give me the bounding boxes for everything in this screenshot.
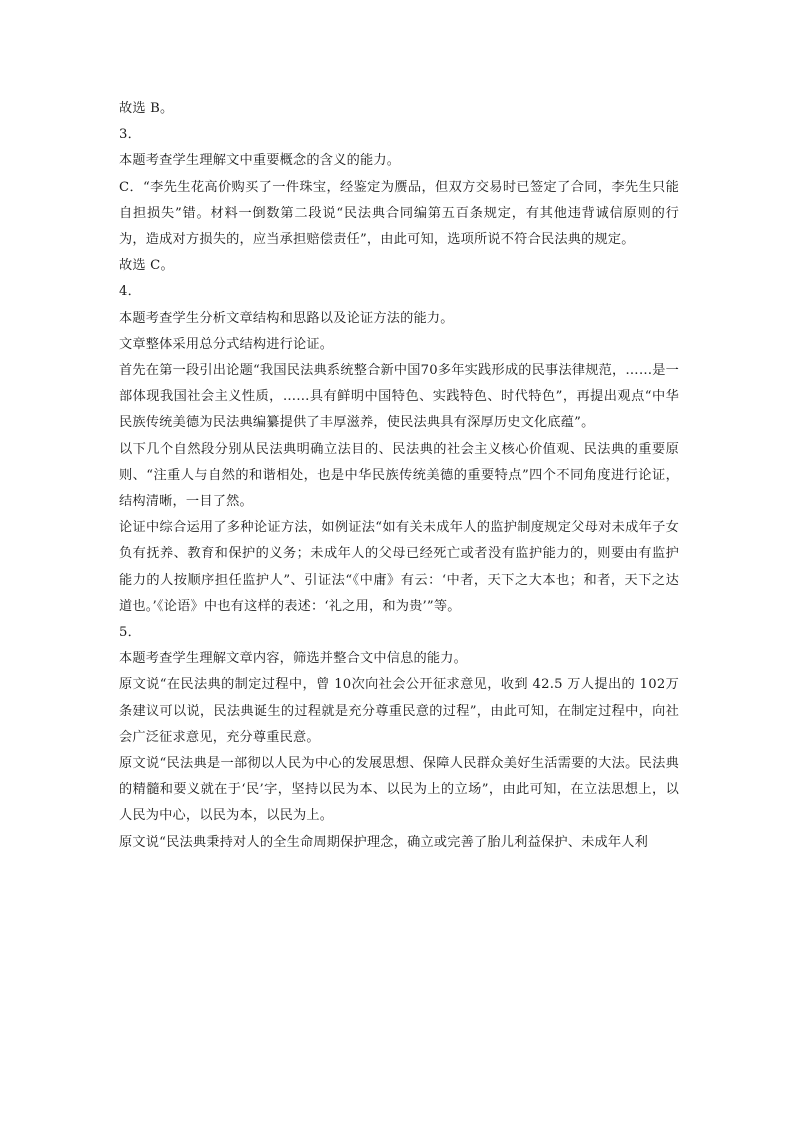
paragraph-q5-quote-1: 原文说“在民法典的制定过程中，曾 10次向社会公开征求意见，收到 42.5 万人提出的 102万条建议可以说，民法典诞生的过程就是充分尊重民意的过程”，由此可知，在制定过程中，向社会广泛征求意见，充分尊重民意。 bbox=[119, 677, 679, 745]
paragraph-q3-option-c: C．“李先生花高价购买了一件珠宝，经鉴定为赝品，但双方交易时已签定了合同，李先生只能自担损失”错。材料一倒数第二段说“民法典合同编第五百条规定，有其他违背诚信原则的行为，造成对方损失的，应当承担赔偿责任”，由此可知，选项所说不符合民法典的规定。 bbox=[119, 179, 679, 248]
paragraph-q4-first: 首先在第一段引出论题“我国民法典系统整合新中国70多年实践形成的民事法律规范，……是一部体现我国社会主义性质，……具有鲜明中国特色、实践特色、时代特色”，再提出观点“中华民族传统美德为民法典编纂提供了丰厚滋养，使民法典具有深厚历史文化底蕴”。 bbox=[119, 363, 679, 431]
question-number-4: 4． bbox=[119, 284, 141, 300]
question-number-5: 5． bbox=[119, 625, 141, 641]
paragraph-answer-c: 故选 C。 bbox=[119, 258, 174, 274]
paragraph-answer-b: 故选 B。 bbox=[119, 101, 174, 116]
paragraph-q5-quote-3: 原文说“民法典秉持对人的全生命周期保护理念，确立或完善了胎儿利益保护、未成年人利 bbox=[119, 834, 649, 850]
paragraph-q4-methods: 论证中综合运用了多种论证方法，如例证法“如有关未成年人的监护制度规定父母对未成年子女负有抚养、教育和保护的义务；未成年人的父母已经死亡或者没有监护能力的，则要由有监护能力的人按顺序担任监护人”、引证法“《中庸》有云：‘中者，天下之大本也；和者，天下之达道也。’《论语》中也有这样的表述：‘礼之用，和为贵’”等。 bbox=[119, 520, 679, 614]
paragraph-q5-quote-2: 原文说“民法典是一部彻以人民为中心的发展思想、保障人民群众美好生活需要的大法。民法典的精髓和要义就在于‘民’字，坚持以民为本、以民为上的立场”，由此可知，在立法思想上，以人民为中心，以民为本，以民为上。 bbox=[119, 756, 679, 824]
paragraph-q4-intro: 本题考查学生分析文章结构和思路以及论证方法的能力。 bbox=[119, 310, 454, 326]
paragraph-q4-following: 以下几个自然段分别从民法典明确立法目的、民法典的社会主义核心价值观、民法典的重要原则、“注重人与自然的和谐相处，也是中华民族传统美德的重要特点”四个不同角度进行论证，结构清晰，一目了然。 bbox=[119, 441, 679, 510]
document-body bbox=[119, 96, 679, 856]
question-number-3: 3． bbox=[119, 127, 141, 143]
paragraph-q3-intro: 本题考查学生理解文中重要概念的含义的能力。 bbox=[119, 153, 401, 169]
paragraph-q5-intro: 本题考查学生理解文章内容，筛选并整合文中信息的能力。 bbox=[119, 651, 468, 667]
paragraph-q4-structure: 文章整体采用总分式结构进行论证。 bbox=[119, 336, 334, 352]
